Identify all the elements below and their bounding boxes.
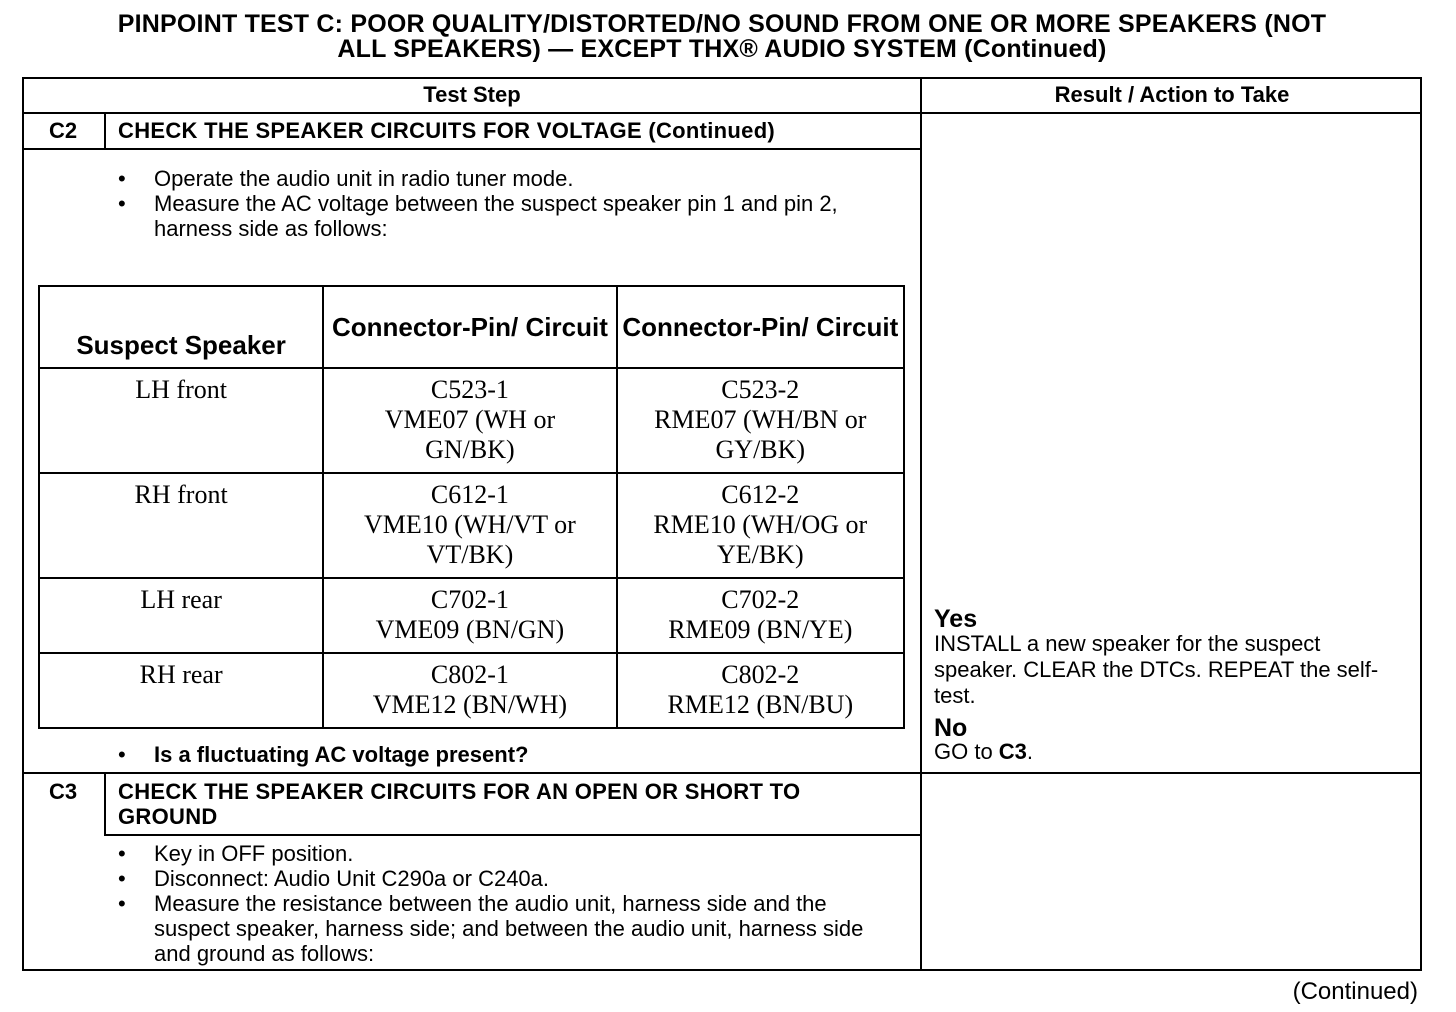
- c3-title-divider: [104, 834, 922, 836]
- pin2-cell: C702-2 RME09 (BN/YE): [617, 578, 904, 653]
- pin1-cell: C702-1 VME09 (BN/GN): [323, 578, 616, 653]
- c2-bullet: • Measure the AC voltage between the suspect speaker pin 1 and pin 2, harness side as follows:: [118, 191, 898, 241]
- column-divider: [920, 77, 922, 971]
- c3-bullet: • Disconnect: Audio Unit C290a or C240a.: [118, 866, 878, 891]
- header-divider: [22, 112, 1422, 114]
- page-title-line-1: PINPOINT TEST C: POOR QUALITY/DISTORTED/NO SOUND FROM ONE OR MORE SPEAKERS (NOT: [117, 10, 1327, 38]
- step-divider: [22, 772, 1422, 774]
- pin2-cell: C612-2 RME10 (WH/OG or YE/BK): [617, 473, 904, 578]
- page-title-line-2: ALL SPEAKERS) — EXCEPT THX® AUDIO SYSTEM (Continued): [337, 35, 1107, 63]
- c3-id-divider: [104, 772, 106, 836]
- continued-note: (Continued): [1292, 978, 1418, 1005]
- connector-table-header: [39, 286, 904, 368]
- c3-bullet: • Measure the resistance between the audio unit, harness side and the suspect speaker, harness side; and between the audio unit, harness side and ground as follows:: [118, 891, 878, 966]
- c2-result: [934, 606, 1404, 765]
- speaker-cell: LH front: [39, 368, 323, 473]
- connector-table: [38, 285, 905, 729]
- table-row: [39, 368, 904, 473]
- step-title-c3: CHECK THE SPEAKER CIRCUITS FOR AN OPEN OR SHORT TO GROUND: [118, 779, 801, 829]
- goto-c3-link: C3: [998, 739, 1027, 764]
- c2-title-divider: [22, 148, 922, 150]
- page-title: [22, 12, 1422, 62]
- speaker-cell: RH front: [39, 473, 323, 578]
- c3-instructions: [118, 841, 878, 966]
- header-test-step: Test Step: [423, 82, 521, 107]
- yes-label: Yes: [934, 605, 978, 633]
- pin2-cell: C802-2 RME12 (BN/BU): [617, 653, 904, 728]
- c3-bullet: • Key in OFF position.: [118, 841, 878, 866]
- pin2-cell: C523-2 RME07 (WH/BN or GY/BK): [617, 368, 904, 473]
- yes-action: INSTALL a new speaker for the suspect speaker. CLEAR the DTCs. REPEAT the self-test.: [934, 631, 1379, 708]
- step-id-c2: C2: [48, 118, 78, 143]
- step-title-c2: CHECK THE SPEAKER CIRCUITS FOR VOLTAGE (Continued): [118, 118, 776, 143]
- table-row: [39, 653, 904, 728]
- no-action: GO to C3.: [934, 739, 1034, 764]
- col-connector-pin-1: Connector-Pin/ Circuit: [323, 286, 616, 368]
- col-connector-pin-2: Connector-Pin/ Circuit: [617, 286, 904, 368]
- header-result: Result / Action to Take: [1054, 82, 1290, 107]
- c2-question: • Is a fluctuating AC voltage present?: [118, 742, 528, 768]
- pin1-cell: C802-1 VME12 (BN/WH): [323, 653, 616, 728]
- col-suspect-speaker: Suspect Speaker: [39, 286, 323, 368]
- speaker-cell: LH rear: [39, 578, 323, 653]
- no-label: No: [934, 714, 968, 742]
- c2-bullet: • Operate the audio unit in radio tuner mode.: [118, 166, 898, 191]
- table-row: [39, 578, 904, 653]
- table-row: [39, 473, 904, 578]
- pin1-cell: C612-1 VME10 (WH/VT or VT/BK): [323, 473, 616, 578]
- pin1-cell: C523-1 VME07 (WH or GN/BK): [323, 368, 616, 473]
- c2-instructions: [118, 166, 898, 241]
- speaker-cell: RH rear: [39, 653, 323, 728]
- step-id-c3: C3: [48, 779, 78, 804]
- c2-id-divider: [104, 112, 106, 150]
